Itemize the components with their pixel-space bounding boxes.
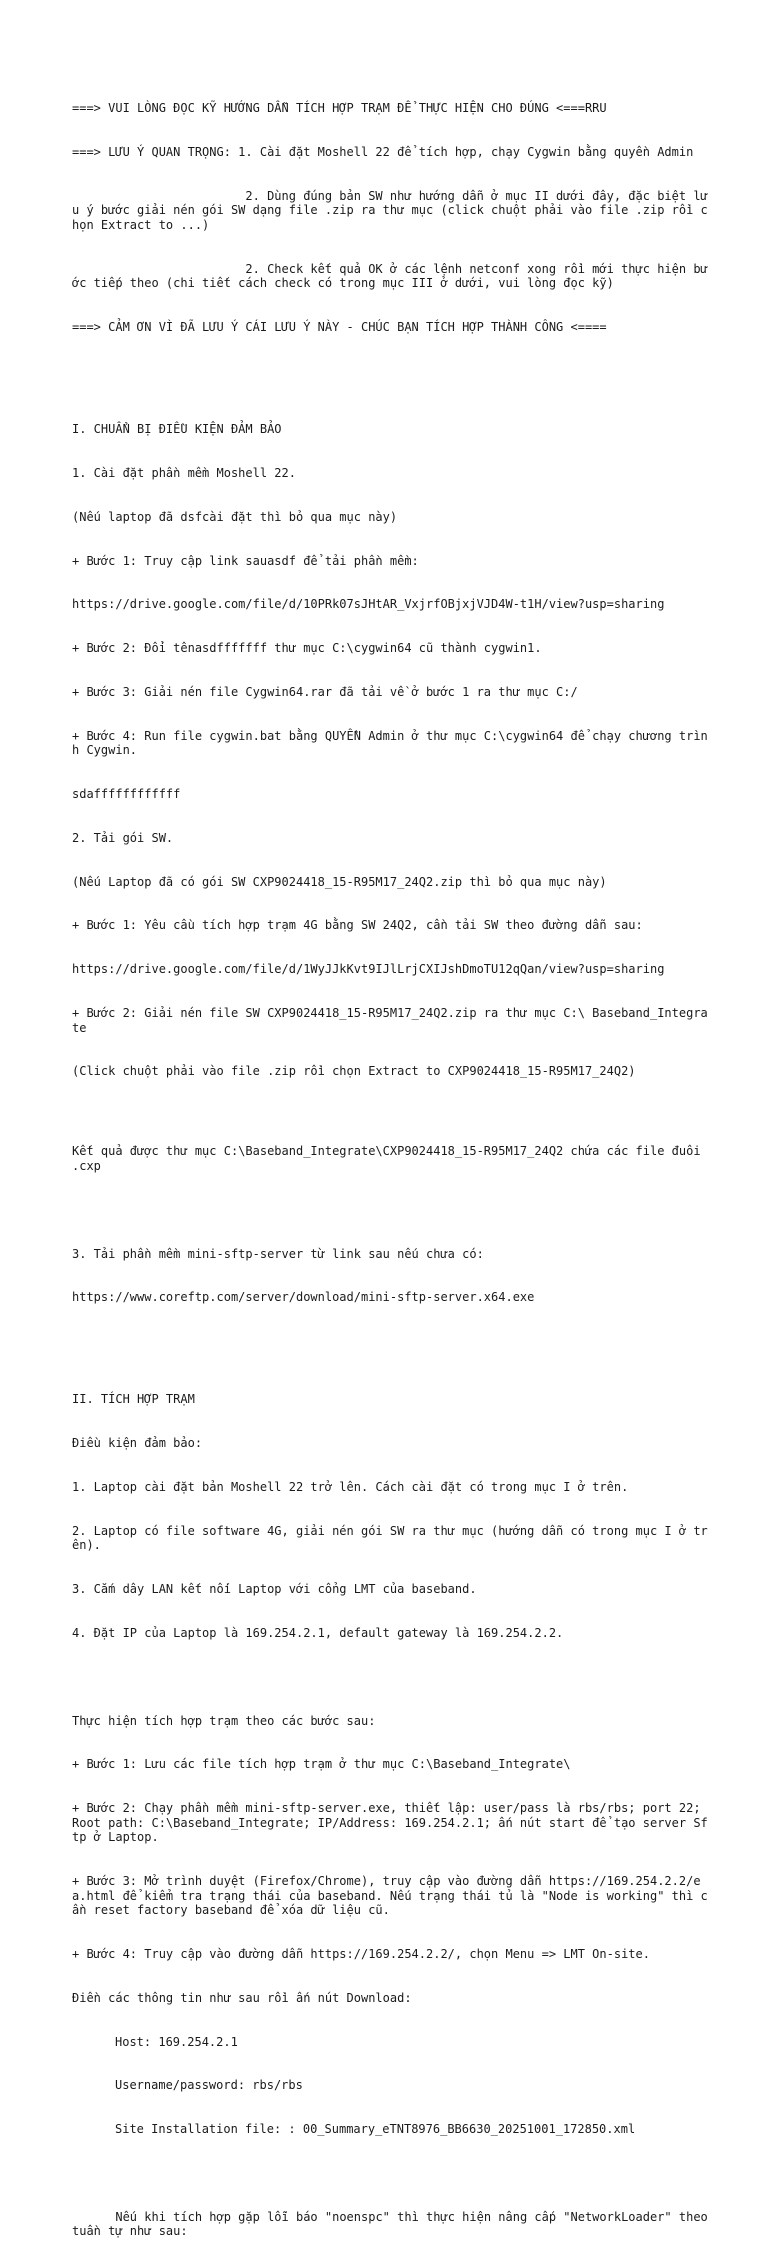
spacer (72, 1334, 712, 1349)
section-1-title: I. CHUẨN BỊ ĐIỀU KIỆN ĐẢM BẢO (72, 422, 282, 437)
integration-step-3: + Bước 3: Mở trình duyệt (Firefox/Chrome), truy cập vào đường dẫn https://169.254.2.2/ea.html để kiểm tra trạng thái của baseband. Nếu trạng thái tủ là "Node is working" thì cần reset factory baseband để xóa dữ liệu cũ. (72, 1874, 708, 1918)
spacer (72, 1670, 712, 1685)
site-installation-file: Site Installation file: : 00_Summary_eTNT8976_BB6630_20251001_172850.xml (115, 2122, 636, 2137)
item-3-title: 3. Tải phần mềm mini-sftp-server từ link sau nếu chưa có: (72, 1246, 484, 1261)
header-warning-line: ===> VUI LÒNG ĐỌC KỸ HƯỚNG DẪN TÍCH HỢP TRẠM ĐỂ THỰC HIỆN CHO ĐÚNG <===RRU (72, 101, 607, 116)
credentials-value: Username/password: rbs/rbs (115, 2078, 303, 2093)
condition-2: 2. Laptop có file software 4G, giải nén gói SW ra thư mục (hướng dẫn có trong mục I ở trên). (72, 1523, 708, 1553)
item-1-step-2: + Bước 2: Đổi tênasdfffffff thư mục C:\cygwin64 cũ thành cygwin1. (72, 641, 542, 656)
item-2-result: Kết quả được thư mục C:\Baseband_Integrate\CXP9024418_15-R95M17_24Q2 chứa các file đuôi .cxp (72, 1144, 708, 1173)
header-thanks-line: ===> CẢM ƠN VÌ ĐÃ LƯU Ý CÁI LƯU Ý NÀY - CHÚC BẠN TÍCH HỢP THÀNH CÔNG <==== (72, 320, 607, 335)
item-2-title: 2. Tải gói SW. (72, 830, 174, 845)
header-note-check: 2. Check kết quả OK ở các lệnh netconf xong rồi mới thực hiện bước tiếp theo (chi tiết cách check có trong mục III ở dưới, vui lòng đọc kỹ) (72, 261, 708, 291)
host-value: Host: 169.254.2.1 (115, 2034, 238, 2049)
conditions-heading: Điều kiện đảm bảo: (72, 1436, 203, 1451)
sftp-download-link[interactable]: https://www.coreftp.com/server/download/mini-sftp-server.x64.exe (72, 1290, 535, 1305)
document-body (72, 72, 716, 2268)
item-2-step-2: + Bước 2: Giải nén file SW CXP9024418_15-R95M17_24Q2.zip ra thư mục C:\ Baseband_Integrate (72, 1006, 708, 1035)
spacer (72, 364, 712, 379)
item-2-note: (Nếu Laptop đã có gói SW CXP9024418_15-R95M17_24Q2.zip thì bỏ qua mục này) (72, 874, 607, 889)
item-1-title: 1. Cài đặt phần mềm Moshell 22. (72, 466, 296, 481)
condition-4: 4. Đặt IP của Laptop là 169.254.2.1, default gateway là 169.254.2.2. (72, 1625, 564, 1640)
integration-step-1: + Bước 1: Lưu các file tích hợp trạm ở thư mục C:\Baseband_Integrate\ (72, 1757, 571, 1772)
noenspc-note: Nếu khi tích hợp gặp lỗi báo "noenspc" thì thực hiện nâng cấp "NetworkLoader" theo tuần tự như sau: (72, 2209, 716, 2239)
integration-step-4-detail: Điền các thông tin như sau rồi ấn nút Download: (72, 1990, 412, 2005)
condition-1: 1. Laptop cài đặt bản Moshell 22 trở lên. Cách cài đặt có trong mục I ở trên. (72, 1480, 629, 1494)
item-1-step-3: + Bước 3: Giải nén file Cygwin64.rar đã tải về ở bước 1 ra thư mục C:/ (72, 684, 578, 699)
sw-download-link[interactable]: https://drive.google.com/file/d/1WyJJkKvt9IJlLrjCXIJshDmoTU12qQan/view?usp=sharing (72, 962, 665, 977)
stray-text: sdaffffffffffff (72, 787, 181, 802)
steps-intro: Thực hiện tích hợp trạm theo các bước sau: (72, 1713, 376, 1728)
item-1-step-1: + Bước 1: Truy cập link sauasdf để tải phần mềm: (72, 553, 419, 568)
item-1-step-4: + Bước 4: Run file cygwin.bat bằng QUYỀN Admin ở thư mục C:\cygwin64 để chạy chương trình Cygwin. (72, 728, 708, 758)
moshell-download-link[interactable]: https://drive.google.com/file/d/10PRk07sJHtAR_VxjrfOBjxjVJD4W-t1H/view?usp=sharing (72, 597, 665, 612)
header-note-sw: 2. Dùng đúng bản SW như hướng dẫn ở mục II dưới đây, đặc biệt lưu ý bước giải nén gói SW dạng file .zip ra thư mục (click chuột phải vào file .zip rồi chọn Extract to ...) (72, 188, 708, 232)
section-2-title: II. TÍCH HỢP TRẠM (72, 1392, 195, 1407)
spacer (72, 1108, 712, 1115)
item-2-step-1: + Bước 1: Yêu cầu tích hợp trạm 4G bằng SW 24Q2, cần tải SW theo đường dẫn sau: (72, 918, 643, 933)
spacer (72, 1203, 712, 1218)
integration-step-2: + Bước 2: Chạy phần mềm mini-sftp-server.exe, thiết lập: user/pass là rbs/rbs; port 22; Root path: C:\Baseband_Integrate; IP/Address: 169.254.2.1; ấn nút start để tạo server Sftp ở Laptop. (72, 1801, 708, 1845)
header-important-note: ===> LƯU Ý QUAN TRỌNG: 1. Cài đặt Moshell 22 để tích hợp, chạy Cygwin bằng quyền Admin (72, 144, 694, 159)
condition-3: 3. Cắm dây LAN kết nối Laptop với cổng LMT của baseband. (72, 1582, 477, 1597)
spacer (72, 2166, 712, 2181)
item-1-note: (Nếu laptop đã dsfcài đặt thì bỏ qua mục này) (72, 509, 398, 524)
item-2-step-2-note: (Click chuột phải vào file .zip rồi chọn Extract to CXP9024418_15-R95M17_24Q2) (72, 1064, 636, 1079)
integration-step-4: + Bước 4: Truy cập vào đường dẫn https://169.254.2.2/, chọn Menu => LMT On-site. (72, 1947, 650, 1961)
